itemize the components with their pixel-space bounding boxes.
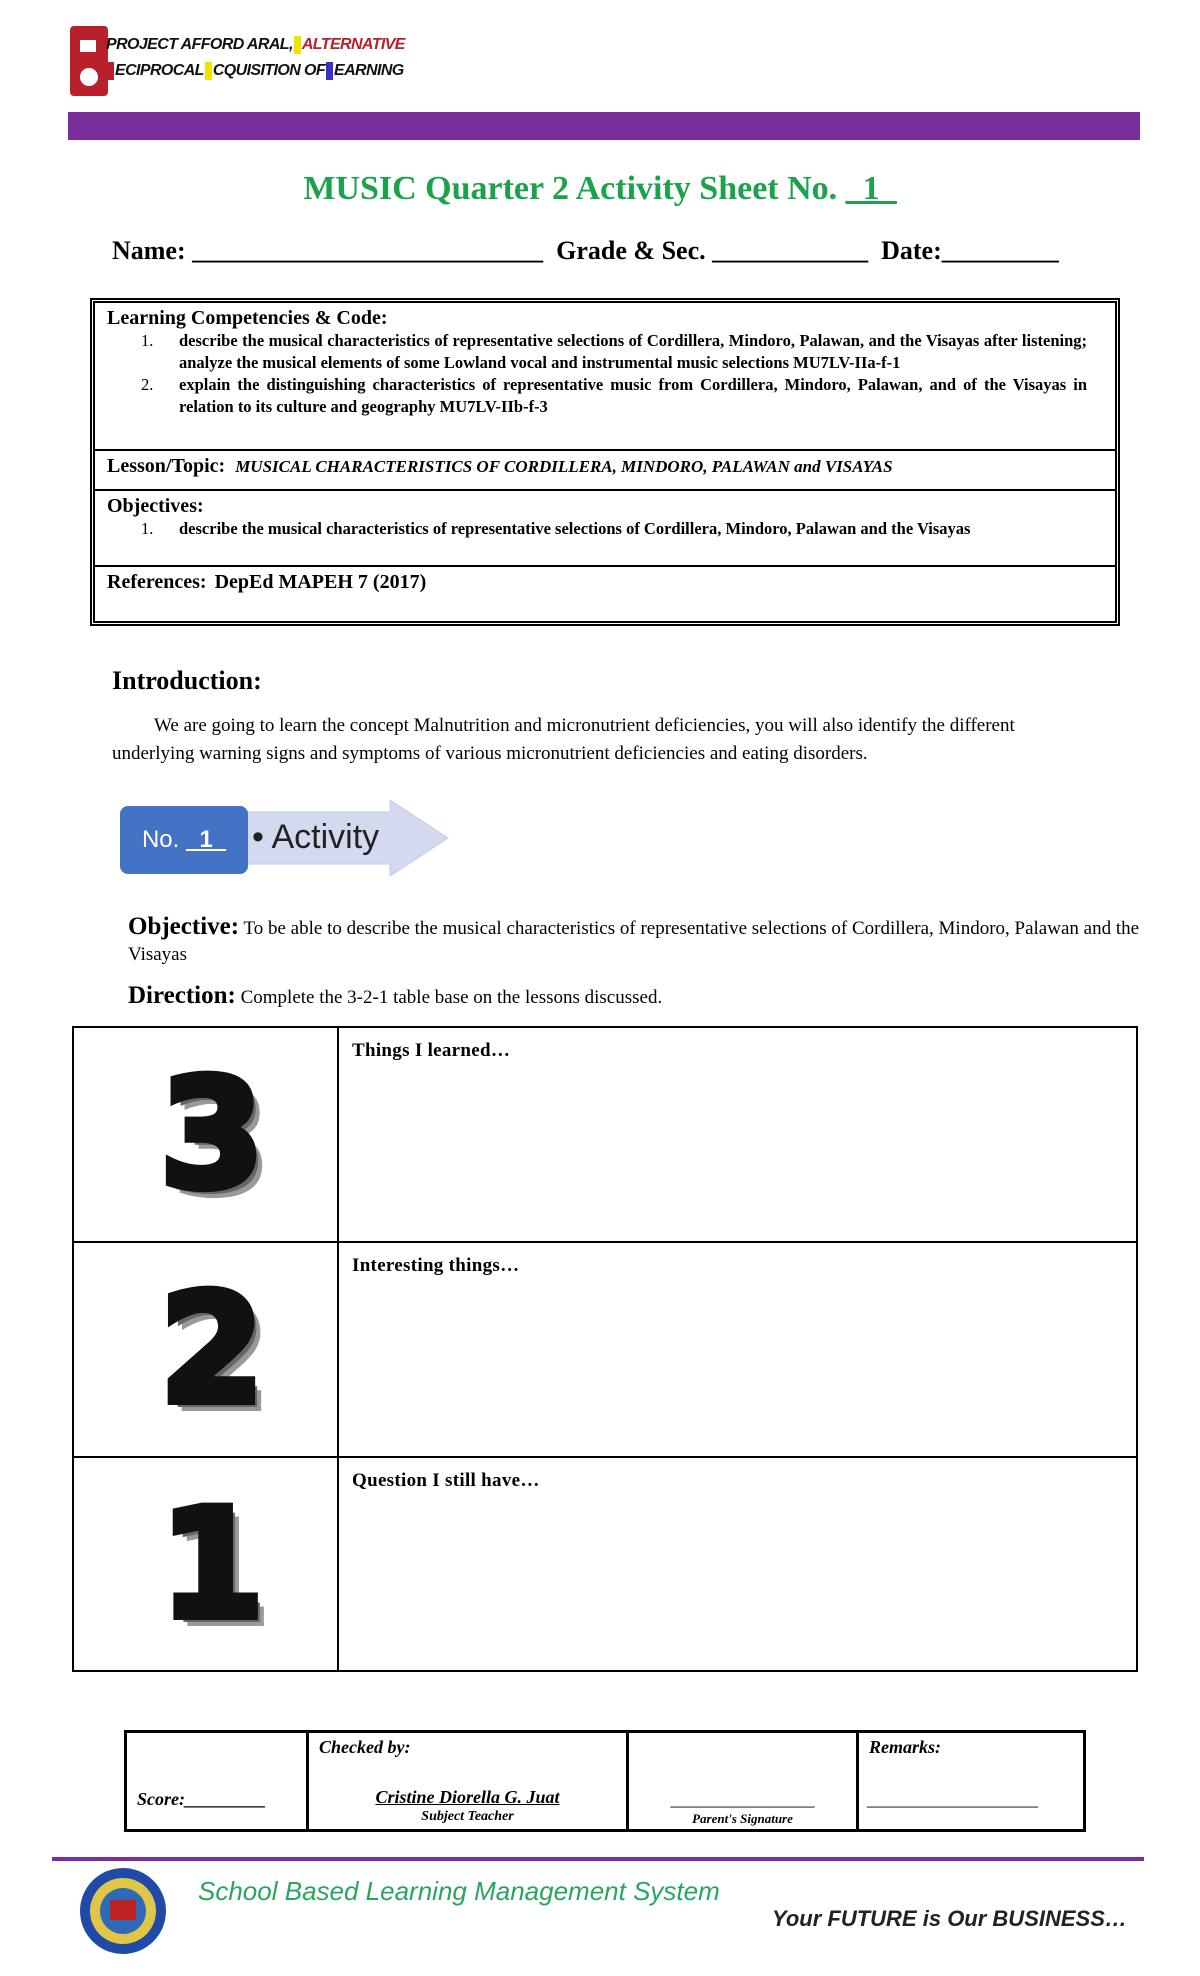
score-cell [127, 1733, 309, 1829]
date-field[interactable]: _________ [941, 236, 1059, 265]
number-one-graphic: 1 [159, 1478, 265, 1652]
student-info-line [112, 236, 1059, 266]
logo-line-2: ECIPROCAL CQUISITION OF EARNING [106, 62, 404, 80]
references-section [95, 567, 1115, 611]
table-row [74, 1458, 1136, 1670]
score-checked-box [124, 1730, 1086, 1832]
activity-objective: Objective: To be able to describe the musical characteristics of representative selections of Cordillera, Mindoro, Palawan and the Visayas [128, 913, 1140, 965]
table-row [74, 1028, 1136, 1243]
activity-number-box: No. _1_ [120, 806, 248, 874]
logo-line-1: PROJECT AFFORD ARAL, ALTERNATIVE [106, 36, 405, 54]
objectives-section [95, 491, 1115, 567]
lesson-topic-section [95, 451, 1115, 491]
row-label: Things I learned… [352, 1040, 511, 1061]
remarks-cell [859, 1733, 1083, 1829]
references-label: References: [107, 571, 207, 593]
row-label: Question I still have… [352, 1470, 540, 1491]
row-number-cell [74, 1458, 339, 1670]
lesson-topic-value: MUSICAL CHARACTERISTICS OF CORDILLERA, MINDORO, PALAWAN and VISAYAS [235, 457, 893, 476]
row-label: Interesting things… [352, 1255, 520, 1276]
competency-item: 1. describe the musical characteristics of representative selections of Cordillera, Mindoro, Palawan, and the Visayas after listening; analyze the musical elements of some Lowland vocal and instrumental music selections MU7LV-IIa-f-1 [141, 331, 1087, 372]
row-number-cell [74, 1243, 339, 1456]
parent-signature-label: Parent's Signature [692, 1811, 793, 1826]
grade-label: Grade & Sec. [556, 236, 706, 265]
header-purple-bar [68, 112, 1140, 140]
objective-item: 1. describe the musical characteristics of representative selections of Cordillera, Mindoro, Palawan and the Visayas [141, 519, 971, 538]
footer-tagline: Your FUTURE is Our BUSINESS… [772, 1906, 1127, 1931]
checked-by-cell [309, 1733, 629, 1829]
row-number-cell [74, 1028, 339, 1241]
grade-field[interactable]: ____________ [712, 236, 869, 265]
references-value: DepEd MAPEH 7 (2017) [214, 571, 427, 593]
activity-label: • Activity [252, 818, 380, 856]
introduction-text: We are going to learn the concept Malnutrition and micronutrient deficiencies, you will also identify the different underlying warning signs and symptoms of various micronutrient deficiencies and eating disorders. [112, 715, 1015, 764]
activity-direction: Direction: Complete the 3-2-1 table base on the lessons discussed. [128, 982, 663, 1009]
project-afford-aral-logo [70, 20, 405, 104]
logo-mark-icon [70, 26, 108, 96]
name-field[interactable]: ___________________________ [192, 236, 544, 265]
checked-by-label: Checked by: [319, 1737, 411, 1757]
footer-system-name: School Based Learning Management System [198, 1876, 720, 1906]
parent-signature-cell [629, 1733, 859, 1829]
footer-purple-line [52, 1857, 1144, 1861]
remarks-field[interactable]: ___________________ [867, 1789, 1038, 1809]
remarks-label: Remarks: [869, 1737, 941, 1757]
teacher-name: Cristine Diorella G. Juat [375, 1787, 560, 1807]
number-two-graphic: 2 [159, 1263, 265, 1437]
competencies-box [90, 298, 1120, 626]
number-three-graphic: 3 [159, 1048, 265, 1222]
objectives-heading: Objectives: [107, 495, 204, 517]
introduction-heading: Introduction: [112, 666, 262, 695]
competencies-heading: Learning Competencies & Code: [107, 307, 388, 329]
page-title: MUSIC Quarter 2 Activity Sheet No. _1_ [303, 170, 897, 207]
three-two-one-table [72, 1026, 1138, 1672]
date-label: Date: [881, 236, 942, 265]
score-field[interactable]: Score:_________ [137, 1789, 266, 1809]
competency-item: 2. explain the distinguishing characteristics of representative music from Cordillera, Mindoro, Palawan, and of the Visayas in relation to its culture and geography MU7LV-IIb-f-3 [141, 375, 1087, 416]
competencies-section [95, 303, 1115, 451]
parent-signature-field[interactable]: ________________ [670, 1789, 815, 1809]
table-row [74, 1243, 1136, 1458]
school-seal-icon [80, 1868, 166, 1954]
teacher-role: Subject Teacher [421, 1809, 514, 1824]
name-label: Name: [112, 236, 186, 265]
lesson-topic-label: Lesson/Topic: [107, 455, 226, 477]
